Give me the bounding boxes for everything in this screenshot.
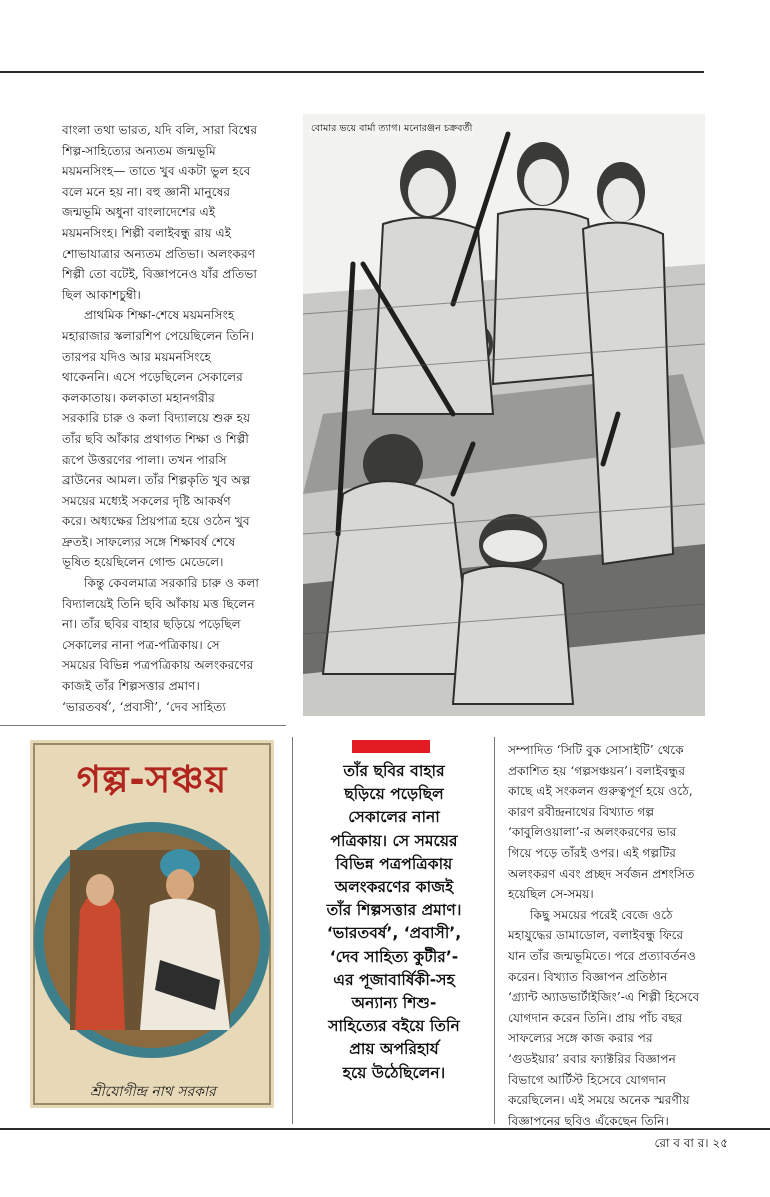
text-line: সম্পাদিত ‘সিটি বুক সোসাইটি’ থেকে <box>508 743 684 757</box>
text-line: না। তাঁর ছবির বাহার ছড়িয়ে পড়েছিল <box>62 617 241 632</box>
pull-quote-line: অন্যান্য শিশু- <box>351 994 437 1013</box>
text-line: কাজই তাঁর শিল্পসত্তার প্রমাণ। <box>62 679 200 694</box>
text-line: করেন। বিখ্যাত বিজ্ঞাপন প্রতিষ্ঠান <box>508 969 668 984</box>
text-line: মহাযুদ্ধের ডামাডোল, বলাইবন্ধু ফিরে <box>508 928 684 943</box>
pull-quote-line: ‘দেব সাহিত্য কুটীর’- <box>329 947 459 966</box>
pull-quote-line: তাঁর ছবির বাহার <box>343 762 445 780</box>
column-separator <box>292 737 293 1124</box>
pull-quote-line: প্রায় অপরিহার্য <box>349 1040 439 1059</box>
text-line: বিভাগে আর্টিস্ট হিসেবে যোগদান <box>508 1072 667 1087</box>
text-line: ব্রাউনের আমল। তাঁর শিল্পকৃতি খুব অল্প <box>62 473 251 488</box>
text-line: ময়মনসিংহ— তাতে খুব একটা ভুল হবে <box>62 164 251 179</box>
text-line: সাফল্যের সঙ্গে কাজ করার পর <box>508 1031 653 1046</box>
pull-quote-line: তাঁর শিল্পসত্তার প্রমাণ। <box>326 901 462 920</box>
text-line: কলকাতায়। কলকাতা মহানগরীর <box>62 390 215 405</box>
text-line: সেকালের নানা পত্র-পত্রিকায়। সে <box>62 637 220 652</box>
text-line: কাছে এই সংকলন গুরুত্বপূর্ণ হয়ে ওঠে, <box>508 784 693 799</box>
article-column-left <box>62 120 294 716</box>
text-line: শিল্পী তো বটেই, বিজ্ঞাপনেও যাঁর প্রতিভা <box>62 267 257 282</box>
pull-quote-line: ছড়িয়ে পড়েছিল <box>344 785 444 804</box>
text-line: শোভাযাত্রার অন্যতম প্রতিভা। অলংকরণ <box>62 246 256 261</box>
illustration-drawing <box>303 114 705 716</box>
text-line: বিদ্যালয়েই তিনি ছবি আঁকায় মত্ত ছিলেন <box>62 596 255 611</box>
section-divider <box>0 725 286 726</box>
book-cover-image <box>30 740 274 1108</box>
cover-title: গল্প-সঞ্চয় <box>76 758 228 801</box>
pull-quote-line: সাহিত্যের বইয়ে তিনি <box>328 1017 460 1036</box>
text-line: গিয়ে পড়ে তাঁরই ওপর। এই গল্পটির <box>508 845 676 860</box>
text-line: কিন্তু কেবলমাত্র সরকারি চারু ও কলা <box>84 576 259 591</box>
column-separator <box>494 737 495 1124</box>
text-line: জন্মভূমি অধুনা বাংলাদেশের এই <box>62 205 216 220</box>
figure-caption: বোমার ভয়ে বার্মা ত্যাগ। মনোরঞ্জন চক্রবর্তী <box>309 122 474 137</box>
main-illustration <box>303 114 705 716</box>
text-line: ‘গ্র্যান্ট অ্যাডভার্টাইজিং’-এ শিল্পী হিসেবে <box>508 990 700 1005</box>
text-line: মহারাজার স্কলারশিপ পেয়েছিলেন তিনি। <box>62 328 254 343</box>
text-line: বলে মনে হয় না। বহু জ্ঞানী মানুষের <box>62 184 231 199</box>
text-line: কিছু সময়ের পরেই বেজে ওঠে <box>530 907 673 922</box>
text-line: তাঁর ছবি আঁকার প্রথাগত শিক্ষা ও শিল্পী <box>62 431 249 446</box>
text-line: অলংকরণ এবং প্রচ্ছদ সর্বজন প্রশংসিত <box>508 866 695 881</box>
text-line: প্রাথমিক শিক্ষা-শেষে ময়মনসিংহ <box>84 308 235 323</box>
pull-quote-line: পত্রিকায়। সে সময়ের <box>330 831 458 850</box>
text-line: প্রকাশিত হয় ‘গল্পসঞ্চয়ন’। বলাইবন্ধুর <box>508 763 686 778</box>
pull-quote <box>298 760 490 1085</box>
text-line: শিল্প-সাহিত্যের অন্যতম জন্মভূমি <box>62 143 216 158</box>
text-line: বিজ্ঞাপনের ছবিও এঁকেছেন তিনি। <box>508 1113 669 1128</box>
pull-quote-line: বিভিন্ন পত্রপত্রিকায় <box>335 854 453 873</box>
pull-quote-line: সেকালের নানা <box>348 808 440 827</box>
text-line: যান তাঁর জন্মভূমিতে। পরে প্রত্যাবর্তনও <box>508 948 696 963</box>
pull-quote-line: ‘ভারতবর্ষ’, ‘প্রবাসী’, <box>326 924 462 943</box>
text-line: সময়ের মধ্যেই সকলের দৃষ্টি আকর্ষণ <box>62 493 231 508</box>
text-line: তারপর যদিও আর ময়মনসিংহে <box>62 349 211 364</box>
text-line: করে। অধ্যক্ষের প্রিয়পাত্র হয়ে ওঠেন খুব <box>62 514 250 529</box>
cover-signature: শ্রীযোগীন্দ্র নাথ সরকার <box>90 1084 216 1100</box>
text-line: দ্রুতই। সাফল্যের সঙ্গে শিক্ষাবর্ষ শেষে <box>62 534 236 549</box>
text-line: ভূষিত হয়েছিলেন গোল্ড মেডেলে। <box>62 555 224 570</box>
text-line: ‘কাবুলিওয়ালা’-র অলংকরণের ভার <box>508 825 677 840</box>
article-column-right <box>508 740 704 1132</box>
top-rule <box>0 71 704 73</box>
text-line: কারণ রবীন্দ্রনাথের বিখ্যাত গল্প <box>508 804 655 819</box>
text-line: ময়মনসিংহ। শিল্পী বলাইবন্ধু রায় এই <box>62 225 232 240</box>
text-line: যোগদান করেন তিনি। প্রায় পাঁচ বছর <box>508 1010 683 1025</box>
text-line: বাংলা তথা ভারত, যদি বলি, সারা বিশ্বের <box>62 123 258 137</box>
pull-quote-accent-bar <box>352 740 430 753</box>
text-line: হয়েছিল সে-সময়। <box>508 887 594 902</box>
pull-quote-line: এর পূজাবার্ষিকী-সহ <box>333 970 455 989</box>
text-line <box>508 1131 704 1132</box>
pull-quote-line: হয়ে উঠেছিলেন। <box>342 1063 446 1082</box>
text-line: সরকারি চারু ও কলা বিদ্যালয়ে শুরু হয় <box>62 411 251 426</box>
text-line: ছিল আকাশচুম্বী। <box>62 287 141 302</box>
text-line: থাকেননি। এসে পড়েছিলেন সেকালের <box>62 370 243 385</box>
text-line: রূপে উত্তরণের পালা। তখন পারসি <box>62 452 227 467</box>
text-line: ‘গুডইয়ার’ রবার ফ্যাক্টরির বিজ্ঞাপন <box>508 1051 676 1066</box>
page-footer: রো ব বা র। ২৫ <box>654 1136 728 1150</box>
text-line: ‘ভারতবর্ষ’, ‘প্রবাসী’, ‘দেব সাহিত্য <box>62 699 226 714</box>
bottom-rule <box>0 1128 770 1130</box>
pull-quote-line: অলংকরণের কাজই <box>334 878 454 897</box>
text-line: করেছিলেন। এই সময়ে অনেক স্মরণীয় <box>508 1093 690 1108</box>
text-line: সময়ের বিভিন্ন পত্রপত্রিকায় অলংকরণের <box>62 658 254 673</box>
